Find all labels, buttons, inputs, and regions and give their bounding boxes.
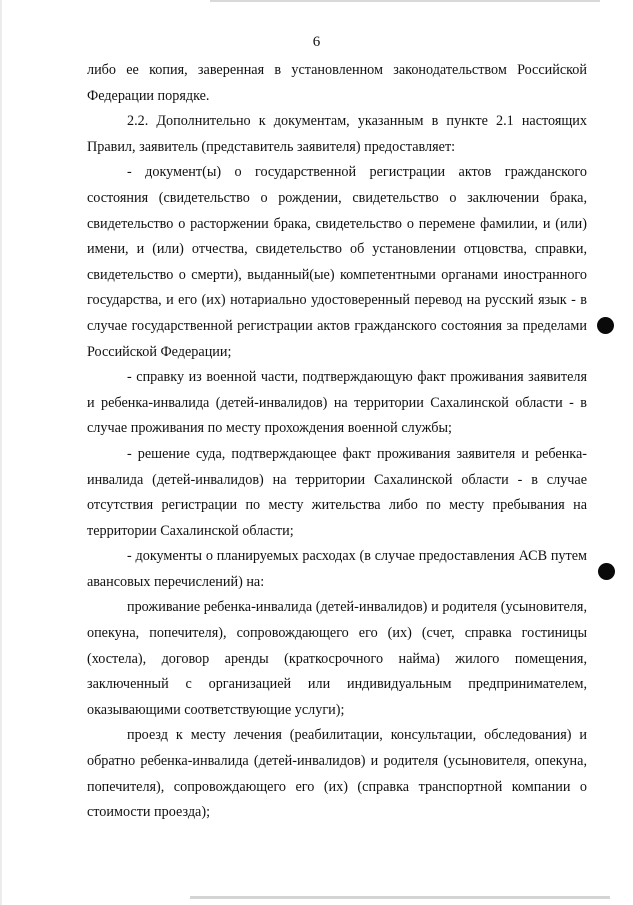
paragraph-travel: проезд к месту лечения (реабилитации, консультации, обследования) и обратно ребенка-инвалида (детей-инвалидов) и родителя (усыновителя, опекуна, попечителя), сопровождающего его (их) (справка транспортной компании о стоимости проезда); — [87, 727, 587, 821]
paragraph-section-2-2: 2.2. Дополнительно к документам, указанным в пункте 2.1 настоящих Правил, заявитель (представитель заявителя) предоставляет: — [87, 113, 587, 155]
paragraph-civil-registration-docs: - документ(ы) о государственной регистрации актов гражданского состояния (свидетельство о рождении, свидетельство о заключении брака, свидетельство о расторжении брака, свидетельство о перемене фамилии, и (или) имени, и (или) отчества, свидетельство об установлении отцовства, справки, свидетельство о смерти), выданный(ые) компетентными органами иностранного государства, и его (их) нотариально удостоверенный перевод на русский язык - в случае государственной регистрации актов гражданского состояния за пределами Российской Федерации; — [87, 164, 587, 360]
paragraph-accommodation: проживание ребенка-инвалида (детей-инвалидов) и родителя (усыновителя, опекуна, попечителя), сопровождающего его (их) (счет, справка гостиницы (хостела), договор аренды (краткосрочного найма) жилого помещения, заключенный с организацией или индивидуальным предпринимателем, оказывающими соответствующие услуги); — [87, 599, 587, 718]
page-number: 6 — [312, 34, 321, 50]
scan-edge-left — [0, 0, 2, 905]
punch-hole-mark — [597, 317, 614, 334]
scan-edge-bottom — [190, 896, 610, 899]
paragraph-court-decision: - решение суда, подтверждающее факт проживания заявителя и ребенка-инвалида (детей-инвалидов) на территории Сахалинской области - в случае отсутствия регистрации по месту жительства либо по месту пребывания на территории Сахалинской области; — [87, 445, 587, 539]
paragraph-planned-expenses: - документы о планируемых расходах (в случае предоставления АСВ путем авансовых перечислений) на: — [87, 548, 587, 590]
paragraph-continuation: либо ее копия, заверенная в установленном законодательством Российской Федерации порядке. — [87, 62, 587, 104]
scan-edge-top — [210, 0, 600, 2]
paragraph-military-certificate: - справку из военной части, подтверждающую факт проживания заявителя и ребенка-инвалида (детей-инвалидов) на территории Сахалинской области - в случае проживания по месту прохождения военной службы; — [87, 369, 587, 437]
punch-hole-mark — [598, 563, 615, 580]
document-body — [87, 58, 587, 826]
